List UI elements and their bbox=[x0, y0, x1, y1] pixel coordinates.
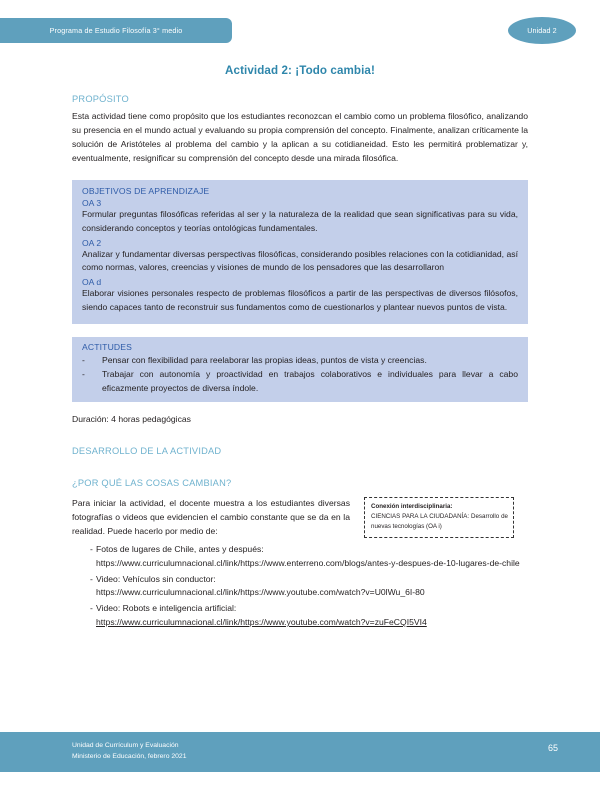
actitud-item bbox=[82, 368, 518, 396]
actitud-item bbox=[82, 354, 518, 368]
actitud-text-1: Trabajar con autonomía y proactividad en trabajos colaborativos e individuales para llevar a cabo eficazmente proyectos de diversa índole. bbox=[102, 368, 518, 393]
program-header-label: Programa de Estudio Filosofía 3° medio bbox=[49, 26, 183, 35]
resource-body bbox=[96, 543, 528, 571]
oa-text-2: Elaborar visiones personales respecto de problemas filosóficos a partir de las perspectivas de diversos filósofos, siendo capaces tanto de reconstruir sus fundamentos como de cuestionarlos y plantear nuevos puntos de vista. bbox=[82, 288, 518, 313]
proposito-heading: PROPÓSITO bbox=[72, 94, 129, 104]
list-item bbox=[72, 602, 528, 630]
resource-url-0[interactable]: https://www.curriculumnacional.cl/link/https://www.enterreno.com/blogs/antes-y-despues-de-10-lugares-de-chile bbox=[96, 557, 520, 568]
program-header-band bbox=[0, 18, 232, 43]
resource-url-2[interactable]: https://www.curriculumnacional.cl/link/https://www.youtube.com/watch?v=zuFeCQI5VI4 bbox=[96, 616, 427, 627]
intro-text: Para iniciar la actividad, el docente muestra a los estudiantes diversas fotografías o videos que evidencien el cambio constante que se da en la realidad. Puede hacerlo por medio de: bbox=[72, 498, 350, 537]
resource-url-1[interactable]: https://www.curriculumnacional.cl/link/https://www.youtube.com/watch?v=U0lWu_6I-80 bbox=[96, 587, 425, 598]
objetivos-box bbox=[72, 180, 528, 325]
objetivos-heading: OBJETIVOS DE APRENDIZAJE bbox=[82, 185, 210, 196]
intro-row bbox=[72, 497, 528, 539]
actitud-text-0: Pensar con flexibilidad para reelaborar las propias ideas, puntos de vista y creencias. bbox=[102, 355, 427, 366]
dash-marker: - bbox=[90, 544, 93, 555]
actitudes-box bbox=[72, 337, 528, 402]
resource-label-0: Fotos de lugares de Chile, antes y después: bbox=[96, 544, 264, 555]
unit-badge bbox=[508, 17, 576, 44]
footer-org bbox=[72, 741, 186, 762]
interdisciplinary-note-box bbox=[364, 497, 514, 537]
page-number: 65 bbox=[547, 743, 558, 753]
resource-label-2: Video: Robots e inteligencia artificial: bbox=[96, 603, 237, 614]
footer-band bbox=[0, 732, 600, 772]
footer-line-2: Ministerio de Educación, febrero 2021 bbox=[72, 752, 187, 760]
proposito-text: Esta actividad tiene como propósito que los estudiantes reconozcan el cambio como un problema filosófico, analizando su presencia en el mundo actual y evaluando su propia comprensión del concepto. Finalmente, analizan críticamente la solución de Aristóteles al problema del cambio y la aplican a su cotidianeidad. Esto les permitirá problematizar y, eventualmente, resignificar su comprensión del concepto desde una mirada filosófica. bbox=[72, 111, 528, 163]
list-item bbox=[72, 543, 528, 571]
dash-marker: - bbox=[90, 603, 93, 614]
oa-code-0: OA 3 bbox=[82, 197, 102, 208]
resource-list bbox=[72, 543, 528, 630]
interdisciplinary-note-text: CIENCIAS PARA LA CIUDADANÍA: Desarrollo de nuevas tecnologías (OA i) bbox=[371, 513, 508, 531]
unit-badge-label: Unidad 2 bbox=[527, 26, 557, 35]
resource-body bbox=[96, 573, 528, 601]
subsection-heading: ¿POR QUÉ LAS COSAS CAMBIAN? bbox=[72, 478, 232, 489]
duration-text: Duración: 4 horas pedagógicas bbox=[72, 414, 191, 425]
desarrollo-heading: DESARROLLO DE LA ACTIVIDAD bbox=[72, 446, 222, 457]
dash-marker: - bbox=[82, 355, 85, 366]
page-title: Actividad 2: ¡Todo cambia! bbox=[225, 64, 375, 77]
list-item bbox=[72, 573, 528, 601]
oa-code-1: OA 2 bbox=[82, 237, 102, 248]
resource-label-1: Video: Vehículos sin conductor: bbox=[96, 573, 216, 584]
dash-marker: - bbox=[82, 368, 85, 379]
page-content bbox=[72, 64, 528, 630]
interdisciplinary-note-title: Conexión interdisciplinaria: bbox=[371, 503, 453, 511]
dash-marker: - bbox=[90, 573, 93, 584]
actitudes-heading: ACTITUDES bbox=[82, 342, 133, 353]
oa-text-0: Formular preguntas filosóficas referidas al ser y la naturaleza de la realidad que sean significativas para su vida, considerando conceptos y teorías ontológicas fundamentales. bbox=[82, 208, 518, 233]
oa-code-2: OA d bbox=[82, 277, 102, 288]
oa-text-1: Analizar y fundamentar diversas perspectivas filosóficas, considerando posibles relaciones con la cotidianidad, así como normas, valores, creencias y visiones de mundo de los pensadores que las desarrollaron bbox=[82, 248, 518, 273]
resource-body bbox=[96, 602, 528, 630]
footer-line-1: Unidad de Currículum y Evaluación bbox=[72, 742, 179, 749]
